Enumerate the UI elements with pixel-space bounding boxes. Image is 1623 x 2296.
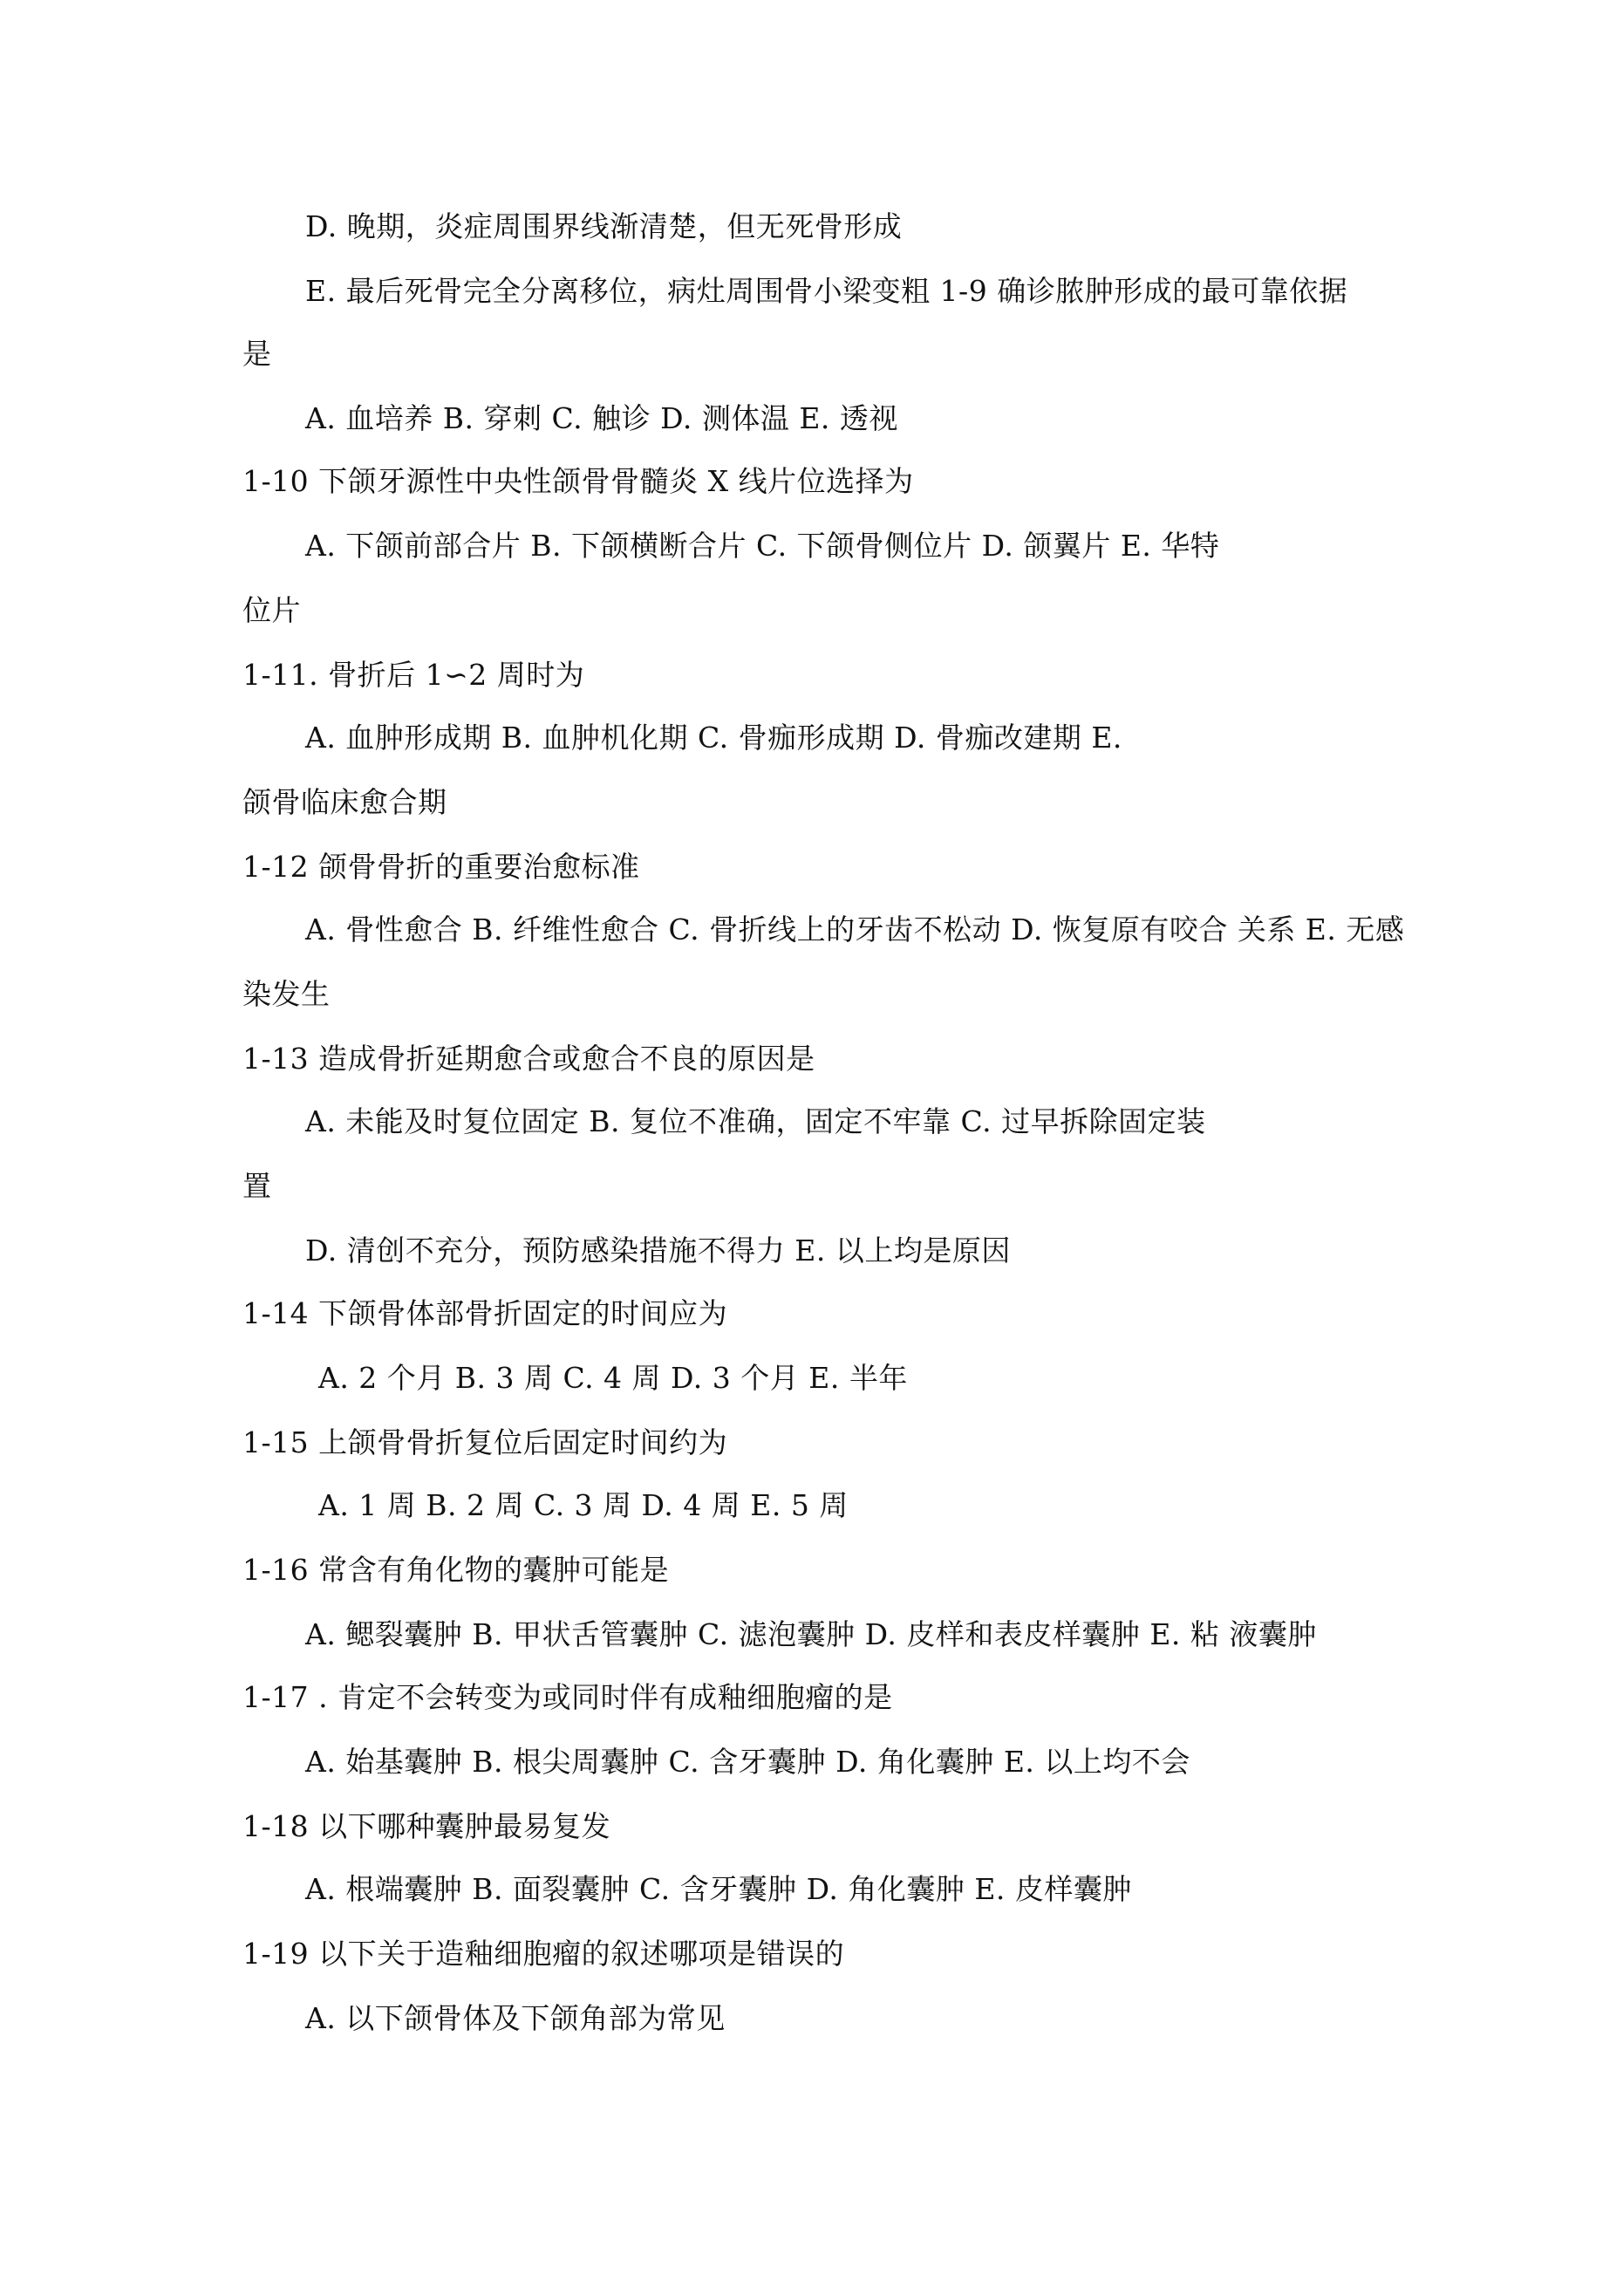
text-line: A. 根端囊肿 B. 面裂囊肿 C. 含牙囊肿 D. 角化囊肿 E. 皮样囊肿 (305, 1872, 1132, 1906)
text-line: 染发生 (242, 977, 331, 1011)
text-line: 1-15 上颌骨骨折复位后固定时间约为 (242, 1425, 728, 1459)
text-line: 1-17 . 肯定不会转变为或同时伴有成釉细胞瘤的是 (242, 1680, 893, 1714)
text-line: A. 骨性愈合 B. 纤维性愈合 C. 骨折线上的牙齿不松动 D. 恢复原有咬合 关系 E. 无感 (305, 912, 1405, 946)
text-line: 1-19 以下关于造釉细胞瘤的叙述哪项是错误的 (242, 1937, 845, 1971)
text-line: A. 未能及时复位固定 B. 复位不准确，固定不牢靠 C. 过早拆除固定装 (305, 1104, 1206, 1138)
text-line: A. 血肿形成期 B. 血肿机化期 C. 骨痂形成期 D. 骨痂改建期 E. (305, 721, 1122, 755)
text-line: 1-18 以下哪种囊肿最易复发 (242, 1809, 611, 1843)
text-line: 1-13 造成骨折延期愈合或愈合不良的原因是 (242, 1042, 815, 1076)
text-line: A. 鳃裂囊肿 B. 甲状舌管囊肿 C. 滤泡囊肿 D. 皮样和表皮样囊肿 E. 粘 液囊肿 (305, 1617, 1317, 1651)
text-line: D. 晚期，炎症周围界线渐清楚，但无死骨形成 (305, 209, 903, 243)
text-line: 1-12 颌骨骨折的重要治愈标准 (242, 850, 640, 884)
text-line: 1-16 常含有角化物的囊肿可能是 (242, 1553, 670, 1587)
text-line: 位片 (242, 593, 301, 627)
text-line: A. 1 周 B. 2 周 C. 3 周 D. 4 周 E. 5 周 (318, 1488, 849, 1522)
text-line: 置 (242, 1169, 272, 1203)
text-line: A. 血培养 B. 穿刺 C. 触诊 D. 测体温 E. 透视 (305, 401, 898, 435)
text-line: A. 2 个月 B. 3 周 C. 4 周 D. 3 个月 E. 半年 (318, 1361, 908, 1395)
text-line: D. 清创不充分，预防感染措施不得力 E. 以上均是原因 (305, 1233, 1011, 1268)
text-line: 颌骨临床愈合期 (242, 785, 447, 819)
text-line: E. 最后死骨完全分离移位，病灶周围骨小梁变粗 1-9 确诊脓肿形成的最可靠依据 (305, 274, 1348, 308)
text-line: A. 以下颌骨体及下颌角部为常见 (305, 2001, 726, 2035)
text-line: A. 下颌前部合片 B. 下颌横断合片 C. 下颌骨侧位片 D. 颌翼片 E. 华特 (305, 529, 1220, 563)
text-line: 1-14 下颌骨体部骨折固定的时间应为 (242, 1296, 728, 1330)
text-line: 1-11. 骨折后 1∽2 周时为 (242, 658, 585, 692)
text-line: 1-10 下颌牙源性中央性颌骨骨髓炎 X 线片位选择为 (242, 464, 914, 498)
text-line: A. 始基囊肿 B. 根尖周囊肿 C. 含牙囊肿 D. 角化囊肿 E. 以上均不会 (305, 1745, 1190, 1779)
text-line: 是 (242, 337, 272, 371)
